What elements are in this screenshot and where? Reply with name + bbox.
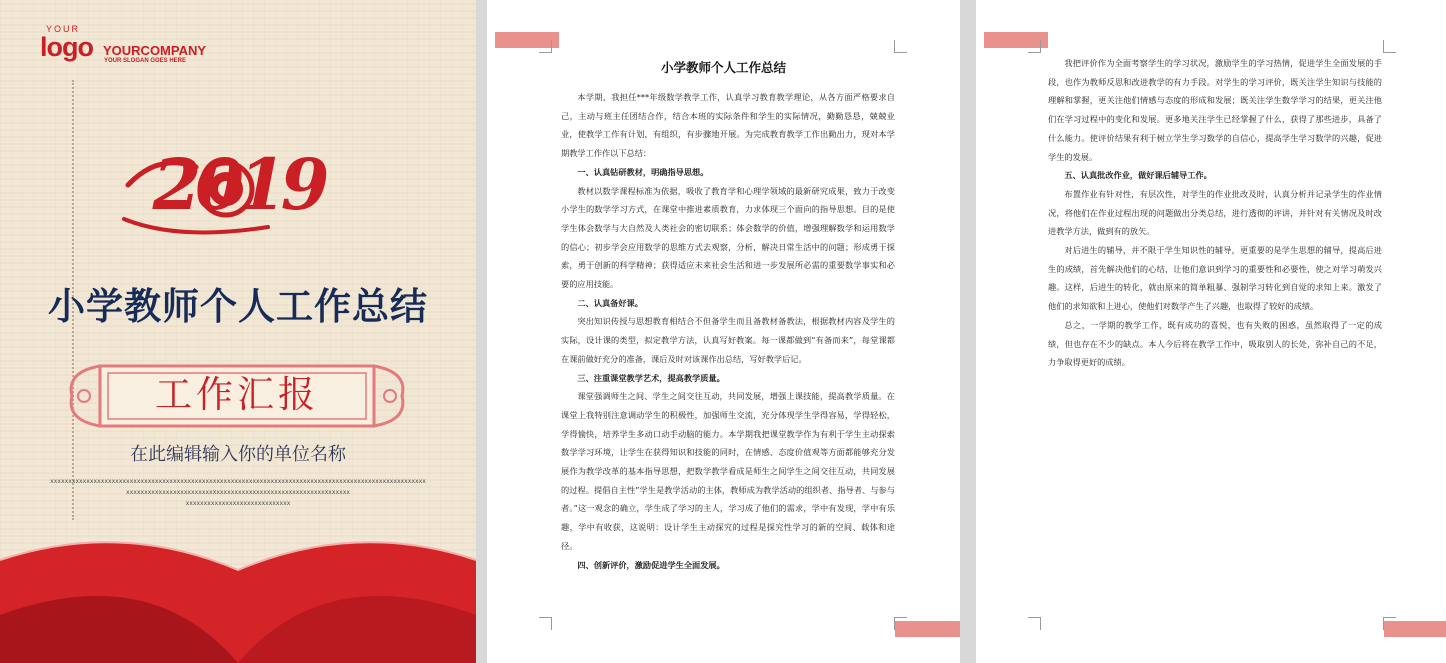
cover-page bbox=[0, 0, 476, 663]
document-body bbox=[561, 88, 895, 574]
unit-name: 在此编辑输入你的单位名称 bbox=[130, 444, 346, 465]
section-heading: 五、认真批改作业，做好课后辅导工作。 bbox=[1064, 170, 1212, 181]
section-heading: 二、认真备好课。 bbox=[577, 297, 643, 308]
cover-title: 小学教师个人工作总结 bbox=[48, 285, 428, 328]
paragraph: 总之，一学期的教学工作，既有成功的喜悦，也有失败的困惑，虽然取得了一定的成绩，但也存在不少的缺点。本人今后将在教学工作中，吸取别人的长处，弥补自己的不足，力争取得更好的成绩。 bbox=[1048, 319, 1382, 368]
year-text: 2019 bbox=[152, 145, 324, 226]
paragraph: 本学期，我担任***年级数学教学工作，认真学习教育教学理论，从各方面严格要求自己，主动与班主任团结合作，结合本班的实际条件和学生的实际情况，勤勤恳恳，兢兢业业，使教学工作有计划，有组织，有步骤地开展。为完成教育教学工作出勤出力，现对本学期教学工作作以下总结： bbox=[561, 92, 895, 159]
section-heading: 四、创新评价，激励促进学生全面发展。 bbox=[577, 559, 725, 570]
red-curtain-decoration bbox=[0, 520, 476, 663]
report-banner: 工作汇报 bbox=[155, 373, 319, 416]
paragraph: 课堂强调师生之间、学生之间交往互动，共同发展，增强上课技能，提高教学质量。在课堂上我特别注意调动学生的积极性，加强师生交流，充分体现学生学得容易，学得轻松，学得愉快，培养学生多动口动手动脑的能力。本学期我把课堂教学作为有利于学生主动探索数学学习环境，让学生在获得知识和技能的同时，在情感、态度价值观等方面都能够充分发展作为教学改革的基本指导思想，把数学教学看成是师生之间学生之间交往互动，共同发展的过程。提倡自主性”学生是教学活动的主体，教师成为教学活动的组织者、指导者、与参与者。”这一观念的确立，学生成了学习的主人，学习成了他们的需求，学中有发现，学中有乐趣，学中有收获，这说明：设计学生主动探究的过程是探究性学习的新的空间、载体和途径。 bbox=[561, 391, 895, 551]
crop-mark bbox=[894, 617, 907, 630]
year-calligraphy bbox=[118, 145, 358, 245]
crop-mark bbox=[894, 40, 907, 53]
section-heading: 三、注重课堂教学艺术，提高教学质量。 bbox=[577, 372, 725, 383]
paragraph: 我把评价作为全面考察学生的学习状况，激励学生的学习热情，促进学生全面发展的手段，也作为教师反思和改进教学的有力手段。对学生的学习评价，既关注学生知识与技能的理解和掌握，更关注他们情感与态度的形成和发展；既关注学生数学学习的结果，更关注他们在学习过程中的变化和发展。更多地关注学生已经掌握了什么，获得了那些进步，具备了什么能力。使评价结果有利于树立学生学习数学的自信心，提高学生学习数学的兴趣，促进学生的发展。 bbox=[1048, 58, 1382, 162]
section-heading: 一、认真钻研教材，明确指导思想。 bbox=[577, 166, 709, 177]
crop-mark bbox=[1028, 617, 1041, 630]
paragraph: 教材以数学课程标准为依据，吸收了教育学和心理学领域的最新研究成果，致力于改变小学生的数学学习方式，在课堂中推进素质教育，力求体现三个面向的指导思想。目的是使学生体会数学与大自然及人类社会的密切联系；体会数学的价值，增强理解数学和运用数学的信心；初步学会应用数学的思维方式去观察，分析，解决日常生活中的问题；形成勇于探索，勇于创新的科学精神；获得适应未来社会生活和进一步发展所必需的重要数学事实和必要的应用技能。 bbox=[561, 185, 895, 290]
placeholder-line-3: xxxxxxxxxxxxxxxxxxxxxxxxxxxxx bbox=[185, 500, 291, 507]
crop-mark bbox=[539, 40, 552, 53]
company-slogan: YOUR SLOGAN GOES HERE bbox=[104, 58, 187, 64]
paragraph: 布置作业有针对性，有层次性，对学生的作业批改及时，认真分析并记录学生的作业情况，将他们在作业过程出现的问题做出分类总结，进行透彻的评讲，并针对有关情况及时改进教学方法，做到有的放矢。 bbox=[1048, 188, 1382, 237]
crop-mark bbox=[1383, 40, 1396, 53]
crop-mark bbox=[1383, 617, 1396, 630]
document-page-3 bbox=[976, 0, 1446, 663]
paragraph: 对后进生的辅导，并不限于学生知识性的辅导，更重要的是学生思想的辅导，提高后进生的成绩，首先解决他们的心结，让他们意识到学习的重要性和必要性，使之对学习萌发兴趣。这样，后进生的转化，就由原来的简单粗暴、强制学习转化到自觉的求知上来。激发了他们的求知欲和上进心，使他们对数学产生了兴趣，也取得了较好的成绩。 bbox=[1048, 245, 1382, 312]
document-page-2 bbox=[487, 0, 960, 663]
placeholder-line-1: xxxxxxxxxxxxxxxxxxxxxxxxxxxxxxxxxxxxxxxxxxxxxxxxxxxxxxxxxxxxxxxxxxxxxxxxxxxxxxxxxxxxxxxxxxxxxxxxxxxxxxxx bbox=[50, 478, 426, 485]
company-name: YOURCOMPANY bbox=[103, 43, 207, 58]
logo-your-text: YOUR bbox=[46, 24, 81, 34]
crop-mark bbox=[1028, 40, 1041, 53]
logo-wordmark: logo bbox=[40, 32, 93, 62]
paragraph: 突出知识传授与思想教育相结合不但备学生而且备教材备教法，根据教材内容及学生的实际，设计课的类型，拟定教学方法，认真写好教案。每一课都做到“有备而来”，每堂课都在课前做好充分的准备，课后及时对该课作出总结，写好教学后记。 bbox=[561, 316, 895, 364]
document-title: 小学教师个人工作总结 bbox=[660, 60, 786, 75]
document-body bbox=[1048, 54, 1382, 372]
crop-mark bbox=[539, 617, 552, 630]
placeholder-line-2: xxxxxxxxxxxxxxxxxxxxxxxxxxxxxxxxxxxxxxxxxxxxxxxxxxxxxxxxxxxxxx bbox=[126, 489, 350, 496]
